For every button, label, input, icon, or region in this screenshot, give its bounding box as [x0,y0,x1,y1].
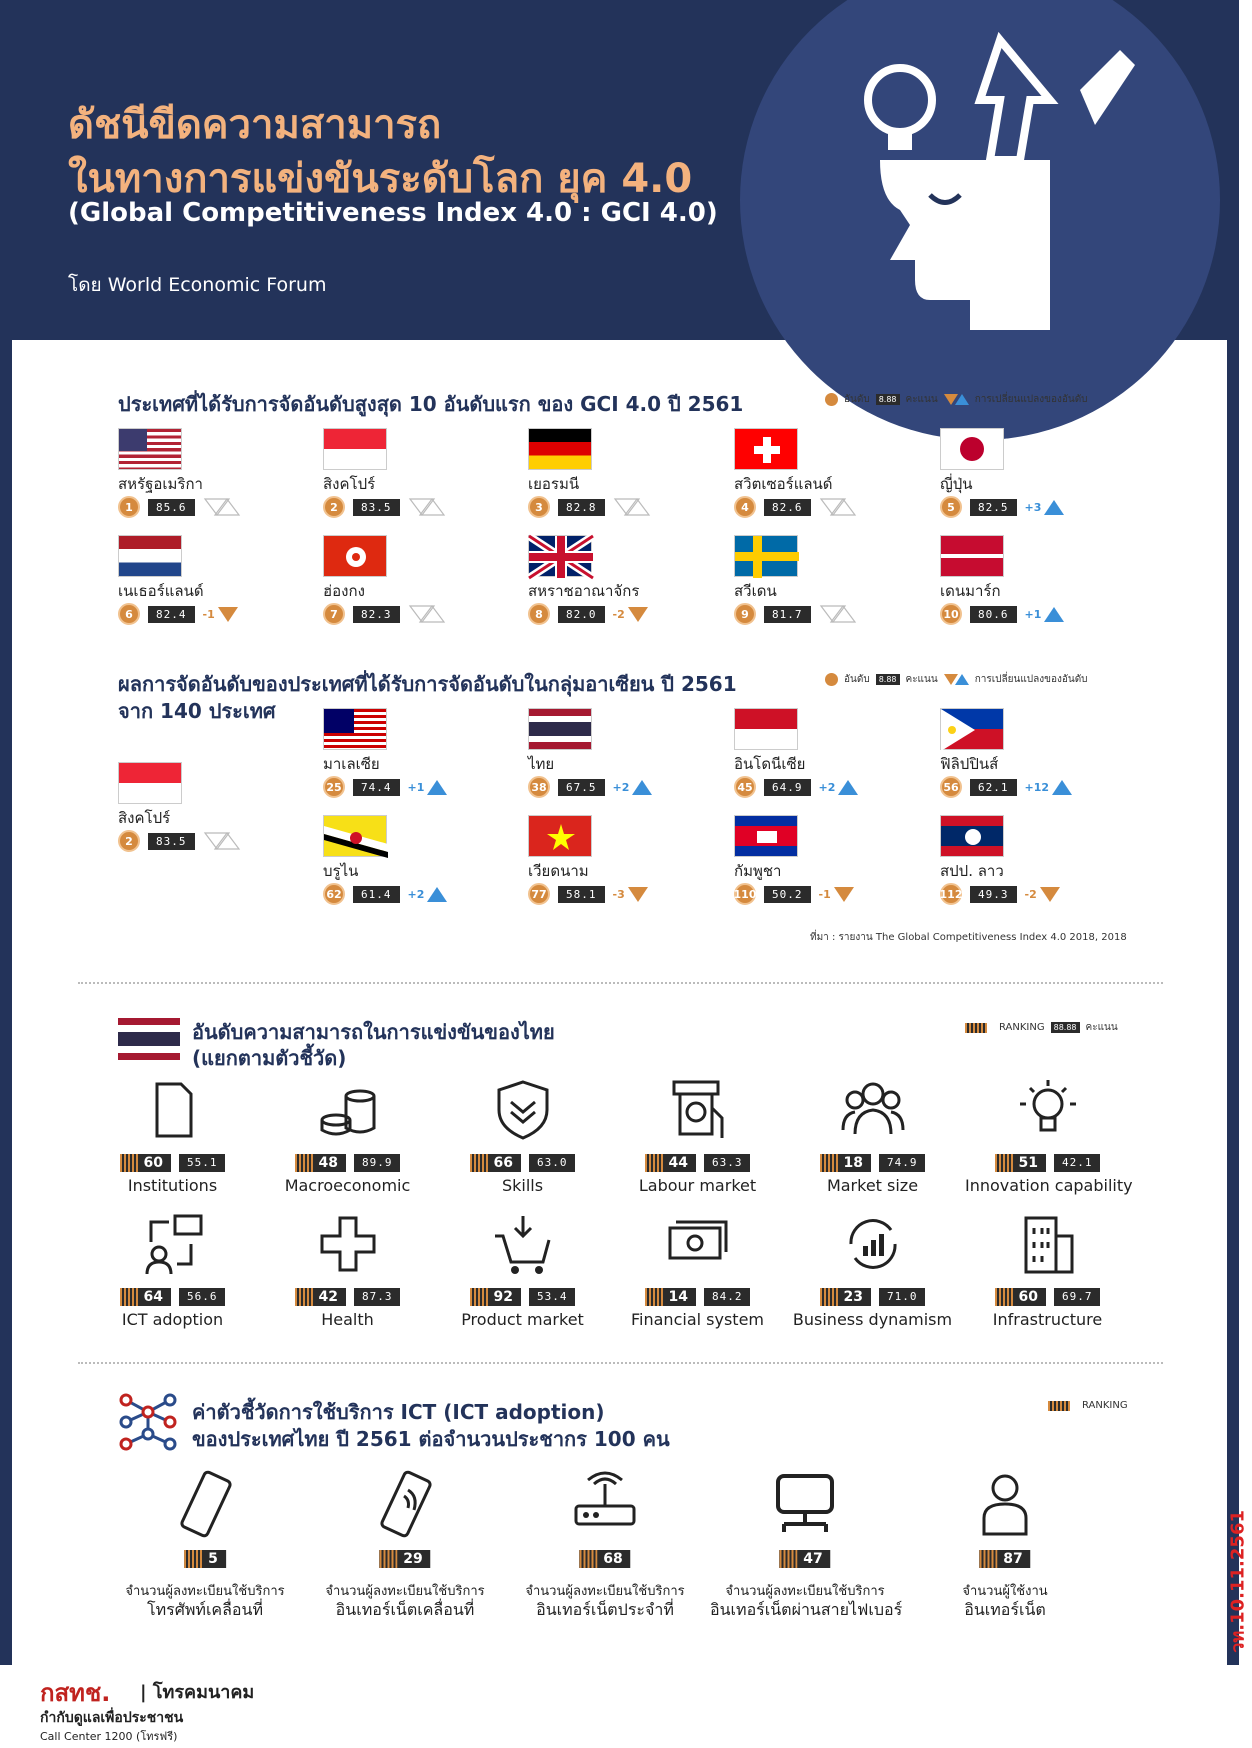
rank-medal: 9 [734,603,756,625]
rank-medal: 5 [940,496,962,518]
country-name: สหราชอาณาจักร [528,582,640,600]
japan-flag-icon [940,428,1004,470]
no-change-icon [408,604,446,624]
ict-title-line2: ของประเทศไทย ปี 2561 ต่อจำนวนประชากร 100 คน [192,1427,670,1451]
rank-value: 60 [143,1155,163,1171]
thai-title-line2: (แยกตามตัวชี้วัด) [192,1046,347,1070]
score-badge: 82.5 [970,499,1017,516]
rank-medal: 112 [940,883,962,905]
ict-mobile-phone [110,1470,300,1619]
score-badge: 67.5 [558,779,605,796]
call-center: Call Center 1200 (โทรฟรี) [40,1730,178,1743]
cross-icon [316,1212,380,1276]
ict-label-line2: อินเทอร์เน็ตผ่านสายไฟเบอร์ [710,1600,903,1619]
indicator-label: Macroeconomic [284,1176,411,1195]
score-badge: 82.8 [558,499,605,516]
rank-value: 87 [1003,1551,1023,1567]
main-title-line2: ในทางการแข่งขันระดับโลก ยุค 4.0 [68,156,693,202]
no-change-icon [203,497,241,517]
user-icon [970,1470,1040,1540]
score-badge: 42.1 [1054,1154,1101,1172]
ict-label-line1: จำนวนผู้ลงทะเบียนใช้บริการ [725,1584,885,1599]
country-name: ฮ่องกง [323,582,365,600]
country-card [940,535,1130,630]
rank-medal: 8 [528,603,550,625]
ict-label-line2: อินเทอร์เน็ตเคลื่อนที่ [335,1600,475,1619]
germany-flag-icon [528,428,592,470]
rank-medal: 77 [528,883,550,905]
triangle-down-icon [1040,887,1060,902]
ict-label-line1: จำนวนผู้ลงทะเบียนใช้บริการ [125,1584,285,1599]
mobile-phone-icon [170,1470,240,1540]
netherlands-flag-icon [118,535,182,577]
rank-badge [470,1154,521,1172]
indicator-label: ICT adoption [121,1310,224,1329]
country-name: สิงคโปร์ [118,809,171,827]
score-badge: 74.4 [353,779,400,796]
rank-medal: 6 [118,603,140,625]
uk-flag-icon [528,535,592,577]
rank-value: 18 [843,1155,863,1171]
score-badge: 83.5 [148,833,195,850]
indicator-labour-market [615,1078,780,1218]
legend-rank-label: อันดับ [844,674,870,685]
legend-score-sample: 8.88 [876,674,900,685]
footer [0,1665,1239,1748]
indicator-institutions [90,1078,255,1218]
right-border [1227,340,1239,1665]
brunei-flag-icon [323,815,387,857]
score-badge: 55.1 [179,1154,226,1172]
rank-badge [645,1154,696,1172]
triangle-up-icon [955,394,969,405]
head-ideas-icon [820,10,1180,330]
score-badge: 64.9 [764,779,811,796]
rank-badge [579,1550,630,1568]
country-card [118,762,308,857]
singapore-flag-icon [323,428,387,470]
score-badge: 49.3 [970,886,1017,903]
no-change-icon [408,497,446,517]
score-badge: 87.3 [354,1288,401,1306]
country-card [323,428,513,523]
country-card [118,535,308,630]
score-badge: 62.1 [970,779,1017,796]
country-card [734,815,924,910]
country-name: ญี่ปุ่น [940,475,973,493]
no-change-icon [819,497,857,517]
denmark-flag-icon [940,535,1004,577]
philippines-flag-icon [940,708,1004,750]
indicator-label: Innovation capability [965,1176,1133,1195]
rank-value: 29 [403,1551,423,1567]
country-card [940,428,1130,523]
logo-subtitle: | โทรคมนาคม [140,1682,255,1703]
country-card [323,815,513,910]
rank-change: -2 [612,607,625,621]
country-name: เวียดนาม [528,862,589,880]
router-icon [570,1470,640,1540]
thailand-flag-icon [118,1018,180,1060]
source-note: ที่มา : รายงาน The Global Competitiveness Index 4.0 2018, 2018 [810,932,1127,943]
country-name: เดนมาร์ก [940,582,1001,600]
legend-score-sample: 8.88 [876,394,900,405]
medal-icon [825,673,838,686]
indicator-product-market [440,1212,605,1352]
computer-user-icon [141,1212,205,1276]
rank-medal: 4 [734,496,756,518]
ict-label-line2: โทรศัพท์เคลื่อนที่ [146,1600,264,1619]
indicator-label: Business dynamism [792,1310,953,1329]
byline: โดย World Economic Forum [68,274,327,296]
ict-fiber-internet [710,1470,903,1619]
ranking-swatch [965,1023,987,1033]
score-badge: 56.6 [179,1288,226,1306]
rank-change: -2 [1024,887,1037,901]
monitor-icon [770,1470,840,1540]
country-card [118,428,308,523]
thai-title-line1: อันดับความสามารถในการแข่งขันของไทย [192,1020,555,1044]
rank-change: +3 [1024,500,1042,514]
medal-icon [825,393,838,406]
rank-value: 66 [493,1155,513,1171]
thai-legend [965,1020,1118,1035]
legend-score-label: คะแนน [905,394,938,405]
country-name: กัมพูชา [734,862,782,880]
rank-value: 23 [843,1289,863,1305]
indicator-label: Financial system [631,1310,764,1329]
rank-badge [295,1154,346,1172]
rank-value: 48 [318,1155,338,1171]
rank-medal: 3 [528,496,550,518]
legend-score-sample: 88.88 [1051,1022,1080,1033]
indicator-label: Skills [501,1176,544,1195]
country-name: มาเลเซีย [323,755,380,773]
country-name: บรูไน [323,862,359,880]
country-name: เยอรมนี [528,475,580,493]
vietnam-flag-icon [528,815,592,857]
main-title-line1: ดัชนีขีดความสามารถ [68,102,442,148]
rank-badge [120,1154,171,1172]
triangle-down-icon [834,887,854,902]
rank-value: 51 [1018,1155,1038,1171]
score-badge: 63.0 [529,1154,576,1172]
ict-label-line1: จำนวนผู้ลงทะเบียนใช้บริการ [525,1584,685,1599]
score-badge: 61.4 [353,886,400,903]
country-card [734,428,924,523]
no-change-icon [819,604,857,624]
atm-icon [666,1078,730,1142]
legend-change-label: การเปลี่ยนแปลงของอันดับ [974,394,1088,405]
legend-score-label: คะแนน [905,674,938,685]
indicator-business-dynamism [790,1212,955,1352]
laos-flag-icon [940,815,1004,857]
indicator-infrastructure [965,1212,1130,1352]
country-name: อินโดนีเซีย [734,755,806,773]
asean-title-line2: จาก 140 ประเทศ [118,699,276,723]
legend-change-label: การเปลี่ยนแปลงของอันดับ [974,674,1088,685]
divider [78,982,1163,984]
top10-title: ประเทศที่ได้รับการจัดอันดับสูงสุด 10 อันดับแรก ของ GCI 4.0 ปี 2561 [118,392,744,416]
indicator-label: Infrastructure [992,1310,1103,1329]
nbtc-logo: กสทช. [40,1679,111,1707]
country-card [323,708,513,803]
lightbulb-icon [1016,1078,1080,1142]
network-icon [118,1392,180,1454]
country-card [734,708,924,803]
hongkong-flag-icon [323,535,387,577]
triangle-down-icon [628,607,648,622]
rank-value: 42 [318,1289,338,1305]
rank-medal: 2 [118,830,140,852]
score-badge: 83.5 [353,499,400,516]
score-badge: 82.6 [764,499,811,516]
top10-legend [825,392,1088,407]
banknote-icon [666,1212,730,1276]
rank-badge [120,1288,171,1306]
triangle-down-icon [628,887,648,902]
score-badge: 50.2 [764,886,811,903]
score-badge: 82.0 [558,606,605,623]
rank-value: 44 [668,1155,688,1171]
country-card [323,535,513,630]
score-badge: 89.9 [354,1154,401,1172]
cambodia-flag-icon [734,815,798,857]
singapore-flag-icon [118,762,182,804]
rank-medal: 2 [323,496,345,518]
score-badge: 74.9 [879,1154,926,1172]
rank-change: +2 [818,780,836,794]
score-badge: 58.1 [558,886,605,903]
indicator-skills [440,1078,605,1218]
rank-change: +12 [1024,780,1050,794]
rank-medal: 62 [323,883,345,905]
ict-label-line1: จำนวนผู้ใช้งาน [962,1584,1048,1599]
rank-badge [995,1288,1046,1306]
ict-label-line2: อินเทอร์เน็ต [964,1600,1046,1619]
rank-value: 60 [1018,1289,1038,1305]
rank-change: -1 [818,887,831,901]
score-badge: 81.7 [764,606,811,623]
asean-title-line1: ผลการจัดอันดับของประเทศที่ได้รับการจัดอันดับในกลุ่มอาเซียน ปี 2561 [118,672,737,696]
triangle-up-icon [1052,780,1072,795]
rank-medal: 56 [940,776,962,798]
rank-badge [184,1550,226,1568]
switzerland-flag-icon [734,428,798,470]
rank-medal: 7 [323,603,345,625]
indicator-label: Health [321,1310,374,1329]
rank-medal: 25 [323,776,345,798]
country-name: สวีเดน [734,582,777,600]
triangle-up-icon [1044,500,1064,515]
rank-value: 92 [493,1289,513,1305]
rank-medal: 38 [528,776,550,798]
country-name: ฟิลิปปินส์ [940,755,999,773]
score-badge: 84.2 [704,1288,751,1306]
ict-label-line2: อินเทอร์เน็ตประจำที่ [536,1600,674,1619]
ict-legend [1048,1400,1128,1411]
shield-icon [491,1078,555,1142]
growth-chart-icon [841,1212,905,1276]
triangle-up-icon [632,780,652,795]
coins-icon [316,1078,380,1142]
rank-badge [470,1288,521,1306]
rank-change: +1 [1024,607,1042,621]
country-name: สวิตเซอร์แลนด์ [734,475,833,493]
rank-badge [645,1288,696,1306]
triangle-up-icon [838,780,858,795]
country-card [734,535,924,630]
mobile-internet-icon [370,1470,440,1540]
rank-medal: 45 [734,776,756,798]
indicator-label: Labour market [638,1176,757,1195]
rank-medal: 1 [118,496,140,518]
indicator-market-size [790,1078,955,1218]
legend-ranking-label: RANKING [1082,1400,1128,1411]
ict-mobile-internet [310,1470,500,1619]
rank-badge [779,1550,830,1568]
document-code: วท.10.11.2561 [1228,1510,1249,1653]
triangle-up-icon [1044,607,1064,622]
asean-legend [825,672,1088,687]
indicator-innovation-capability [965,1078,1133,1218]
score-badge: 80.6 [970,606,1017,623]
legend-rank-label: อันดับ [844,394,870,405]
header-banner [0,0,1239,340]
rank-change: +1 [407,780,425,794]
rank-change: -1 [202,607,215,621]
triangle-up-icon [955,674,969,685]
country-card [940,708,1130,803]
ict-fixed-internet [510,1470,700,1619]
score-badge: 69.7 [1054,1288,1101,1306]
no-change-icon [203,831,241,851]
rank-change: +2 [612,780,630,794]
country-card [528,535,718,630]
ranking-swatch [1048,1401,1070,1411]
triangle-down-icon [218,607,238,622]
logo-tagline: กำกับดูแลเพื่อประชาชน [40,1710,184,1726]
rank-badge [379,1550,430,1568]
indicator-label: Institutions [127,1176,218,1195]
country-name: สหรัฐอเมริกา [118,475,203,493]
country-name: ไทย [528,755,555,773]
score-badge: 82.3 [353,606,400,623]
triangle-up-icon [427,780,447,795]
left-border [0,340,12,1665]
country-name: สิงคโปร์ [323,475,376,493]
rank-badge [295,1288,346,1306]
indicator-macroeconomic [265,1078,430,1218]
rank-value: 14 [668,1289,688,1305]
score-badge: 63.3 [704,1154,751,1172]
ict-internet-users [910,1470,1100,1619]
indonesia-flag-icon [734,708,798,750]
score-badge: 82.4 [148,606,195,623]
indicator-label: Market size [826,1176,919,1195]
rank-value: 68 [603,1551,623,1567]
score-badge: 53.4 [529,1288,576,1306]
indicator-label: Product market [461,1310,584,1329]
rank-badge [820,1288,871,1306]
thailand-flag-icon [528,708,592,750]
sweden-flag-icon [734,535,798,577]
legend-score-label: คะแนน [1085,1022,1118,1033]
legend-ranking-label: RANKING [999,1022,1045,1033]
cart-icon [491,1212,555,1276]
rank-badge [979,1550,1030,1568]
score-badge: 71.0 [879,1288,926,1306]
triangle-up-icon [427,887,447,902]
country-card [528,428,718,523]
document-icon [141,1078,205,1142]
ict-title-line1: ค่าตัวชี้วัดการใช้บริการ ICT (ICT adoption) [192,1400,605,1424]
rank-badge [995,1154,1046,1172]
country-name: สปป. ลาว [940,862,1004,880]
country-card [528,708,718,803]
rank-medal: 110 [734,883,756,905]
no-change-icon [613,497,651,517]
country-card [940,815,1130,910]
rank-medal: 10 [940,603,962,625]
malaysia-flag-icon [323,708,387,750]
score-badge: 85.6 [148,499,195,516]
main-subtitle: (Global Competitiveness Index 4.0 : GCI 4.0) [68,198,718,228]
building-icon [1016,1212,1080,1276]
rank-change: -3 [612,887,625,901]
country-card [528,815,718,910]
divider [78,1362,1163,1364]
usa-flag-icon [118,428,182,470]
rank-value: 5 [208,1551,218,1567]
rank-value: 47 [803,1551,823,1567]
rank-value: 64 [143,1289,163,1305]
people-icon [841,1078,905,1142]
rank-badge [820,1154,871,1172]
indicator-ict-adoption [90,1212,255,1352]
indicator-financial-system [615,1212,780,1352]
indicator-health [265,1212,430,1352]
country-name: เนเธอร์แลนด์ [118,582,204,600]
rank-change: +2 [407,887,425,901]
ict-label-line1: จำนวนผู้ลงทะเบียนใช้บริการ [325,1584,485,1599]
